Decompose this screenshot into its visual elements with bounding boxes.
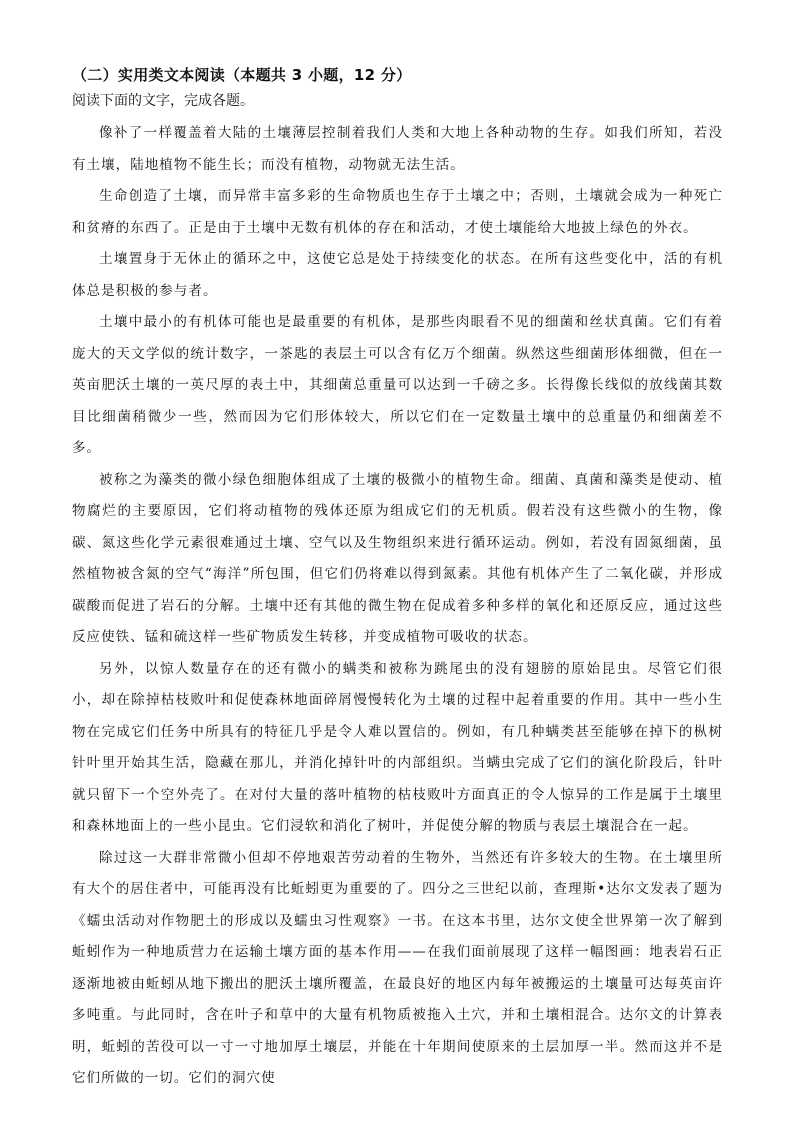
- section-title: （二）实用类文本阅读（本题共 3 小题，12 分）: [72, 66, 412, 84]
- paragraph-6: 另外，以惊人数量存在的还有微小的螨类和被称为跳尾虫的没有翅膀的原始昆虫。尽管它们很小，却在除掉枯枝败叶和促使森林地面碎屑慢慢转化为土壤的过程中起着重要的作用。其中一些小生物在完成它们任务中所具有的特征几乎是令人难以置信的。例如，有几种螨类甚至能够在掉下的枞树针叶里开始其生活，隐藏在那儿，并消化掉针叶的内部组织。当螨虫完成了它们的演化阶段后，针叶就只留下一个空外壳了。在对付大量的落叶植物的枯枝败叶方面真正的令人惊异的工作是属于土壤里和森林地面上的一些小昆虫。它们浸软和消化了树叶，并促使分解的物质与表层土壤混合在一起。: [72, 660, 723, 834]
- paragraph-1: 像补了一样覆盖着大陆的土壤薄层控制着我们人类和大地上各种动物的生存。如我们所知，若没有土壤，陆地植物不能生长；而没有植物，动物就无法生活。: [72, 125, 723, 173]
- paragraph-4: 土壤中最小的有机体可能也是最重要的有机体，是那些肉眼看不见的细菌和丝状真菌。它们有着庞大的天文学似的统计数字，一茶匙的表层土可以含有亿万个细菌。纵然这些细菌形体细微，但在一英亩肥沃土壤的一英尺厚的表土中，其细菌总重量可以达到一千磅之多。长得像长线似的放线菌其数目比细菌稍微少一些，然而因为它们形体较大，所以它们在一定数量土壤中的总重量仍和细菌差不多。: [72, 314, 723, 456]
- reading-instruction: 阅读下面的文字，完成各题。: [72, 93, 254, 109]
- paragraph-2: 生命创造了土壤，而异常丰富多彩的生命物质也生存于土壤之中；否则，土壤就会成为一种死亡和贫瘠的东西了。正是由于土壤中无数有机体的存在和活动，才使土壤能给大地披上绿色的外衣。: [72, 188, 723, 236]
- paragraph-3: 土壤置身于无休止的循环之中，这使它总是处于持续变化的状态。在所有这些变化中，活的有机体总是积极的参与者。: [72, 251, 723, 299]
- paragraph-5: 被称之为藻类的微小绿色细胞体组成了土壤的极微小的植物生命。细菌、真菌和藻类是使动、植物腐烂的主要原因，它们将动植物的残体还原为组成它们的无机质。假若没有这些微小的生物，像碳、氮这些化学元素很难通过土壤、空气以及生物组织来进行循环运动。例如，若没有固氮细菌，虽然植物被含氮的空气“海洋”所包围，但它们仍将难以得到氮素。其他有机体产生了二氧化碳，并形成碳酸而促进了岩石的分解。土壤中还有其他的微生物在促成着多种多样的氧化和还原反应，通过这些反应使铁、锰和硫这样一些矿物质发生转移，并变成植物可吸收的状态。: [72, 471, 723, 645]
- document-page: [72, 62, 723, 1095]
- paragraph-7: 除过这一大群非常微小但却不停地艰苦劳动着的生物外，当然还有许多较大的生物。在土壤里所有大个的居住者中，可能再没有比蚯蚓更为重要的了。四分之三世纪以前，查理斯•达尔文发表了题为《蠕虫活动对作物肥土的形成以及蠕虫习性观察》一书。在这本书里，达尔文使全世界第一次了解到蚯蚓作为一种地质营力在运输土壤方面的基本作用——在我们面前展现了这样一幅图画：地表岩石正逐渐地被由蚯蚓从地下搬出的肥沃土壤所覆盖，在最良好的地区内每年被搬运的土壤量可达每英亩许多吨重。与此同时，含在叶子和草中的大量有机物质被拖入土穴，并和土壤相混合。达尔文的计算表明，蚯蚓的苦役可以一寸一寸地加厚土壤层，并能在十年期间使原来的土层加厚一半。然而这并不是它们所做的一切。它们的洞穴使: [72, 849, 723, 1086]
